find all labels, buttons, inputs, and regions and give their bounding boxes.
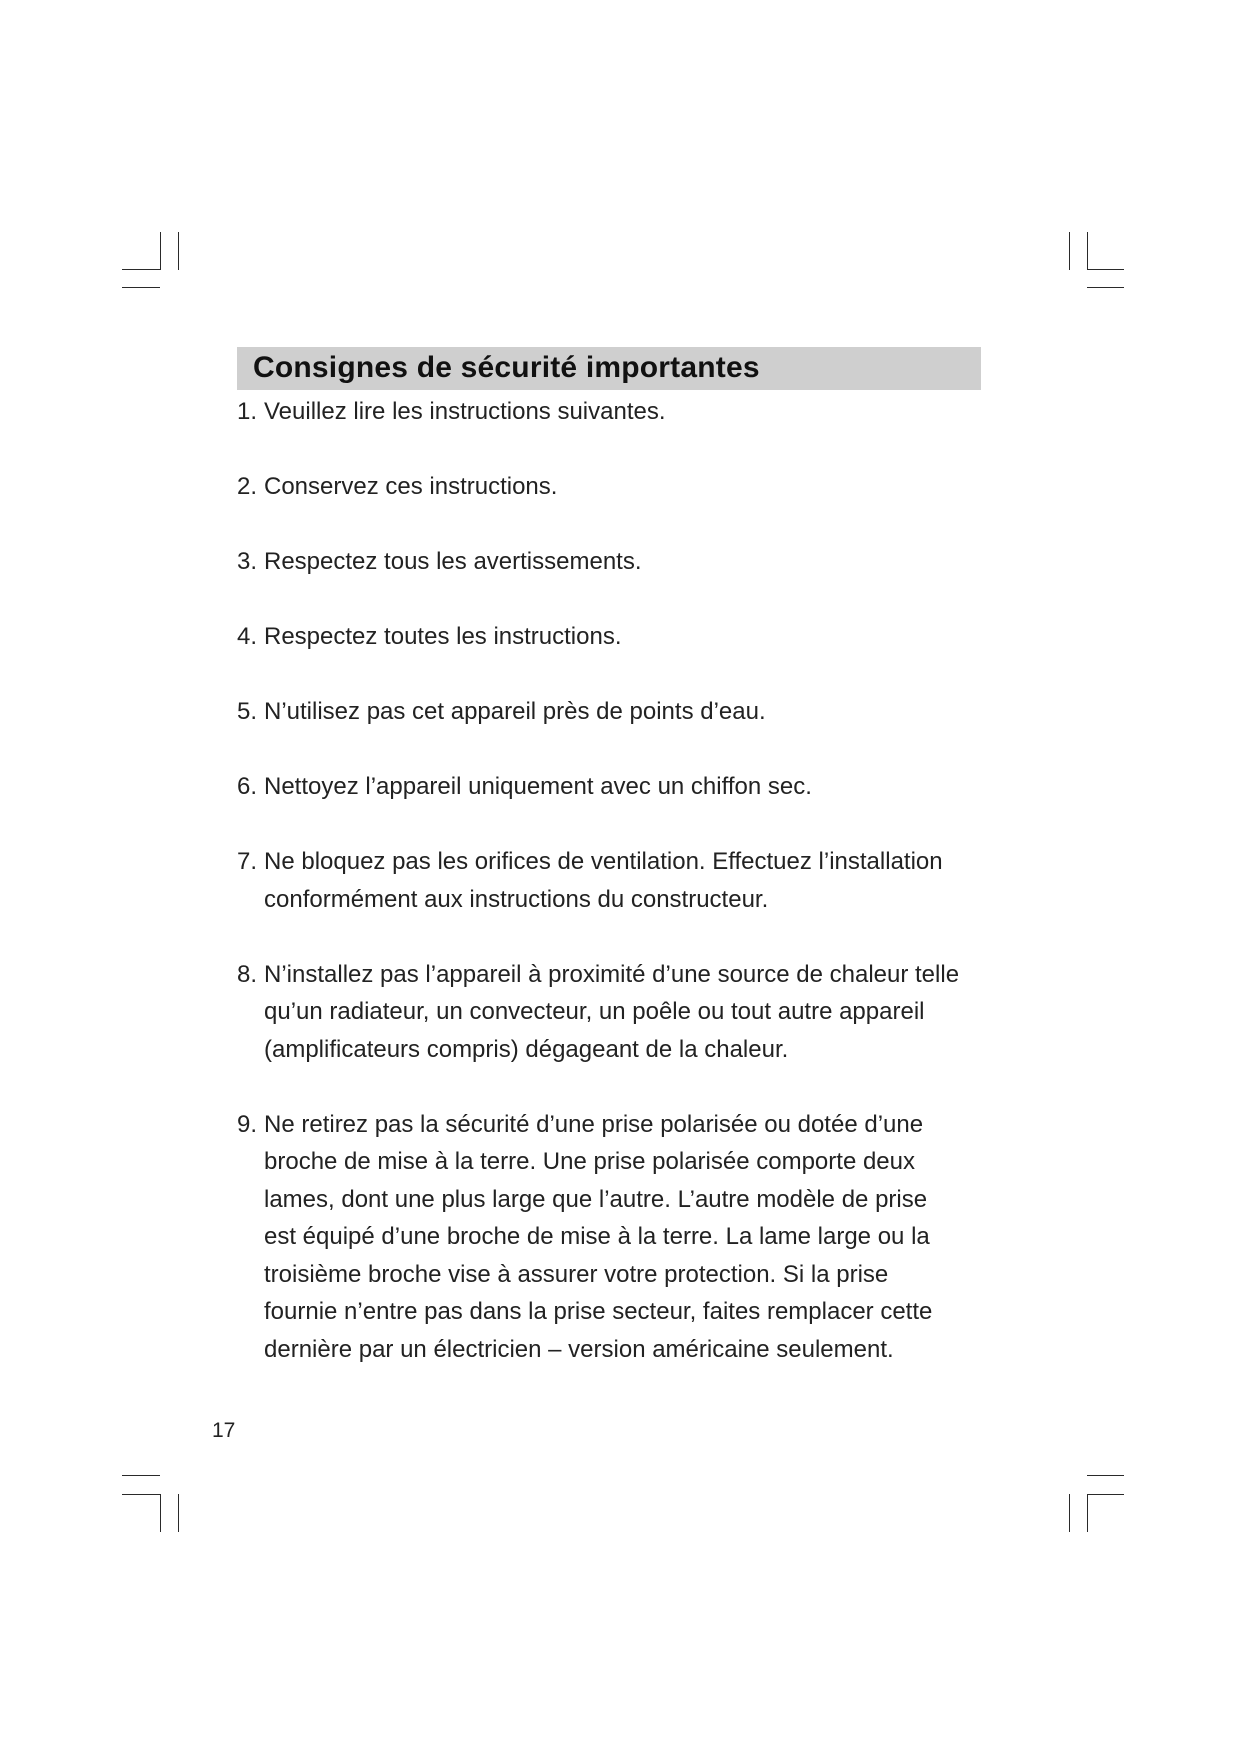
section-heading: Consignes de sécurité importantes bbox=[253, 351, 760, 384]
instruction-item bbox=[237, 393, 997, 431]
instruction-item bbox=[237, 618, 997, 656]
instruction-text: N’utilisez pas cet appareil près de points d’eau. bbox=[264, 698, 766, 725]
crop-mark-bottom-right-h2 bbox=[1087, 1494, 1124, 1495]
instruction-number: 9. bbox=[237, 1110, 258, 1138]
instruction-number: 7. bbox=[237, 848, 258, 875]
instruction-text: N’installez pas l’appareil à proximité d’une source de chaleur telle qu’un radiateur, un convecteur, un poêle ou tout autre appareil (amplificateurs compris) dégageant de la chaleur. bbox=[264, 960, 960, 1063]
crop-mark-top-left-h1 bbox=[122, 269, 160, 270]
crop-mark-bottom-left-h1 bbox=[122, 1475, 160, 1476]
crop-mark-bottom-right-v1 bbox=[1069, 1494, 1070, 1532]
instruction-text: Veuillez lire les instructions suivantes. bbox=[264, 398, 666, 425]
crop-mark-top-right-v1 bbox=[1069, 232, 1070, 270]
crop-mark-top-right-h1 bbox=[1087, 269, 1124, 270]
instruction-text: Nettoyez l’appareil uniquement avec un chiffon sec. bbox=[264, 773, 812, 800]
crop-mark-bottom-left-v2 bbox=[178, 1494, 179, 1532]
instruction-item bbox=[237, 468, 997, 506]
instruction-number: 2. bbox=[237, 473, 258, 500]
instruction-text: Respectez tous les avertissements. bbox=[264, 548, 642, 575]
instruction-item bbox=[237, 843, 997, 918]
instruction-item bbox=[237, 768, 997, 806]
crop-mark-top-left-h2 bbox=[122, 287, 160, 288]
crop-mark-top-left-v1 bbox=[160, 232, 161, 270]
page-number: 17 bbox=[212, 1419, 236, 1442]
crop-mark-bottom-left-h2 bbox=[122, 1494, 160, 1495]
crop-mark-top-right-h2 bbox=[1087, 287, 1124, 288]
instruction-item bbox=[237, 1106, 997, 1369]
crop-mark-top-right-v2 bbox=[1087, 232, 1088, 270]
instruction-item bbox=[237, 693, 997, 731]
safety-instructions-list bbox=[237, 393, 997, 1406]
instruction-item bbox=[237, 956, 997, 1069]
crop-mark-bottom-right-h1 bbox=[1087, 1475, 1124, 1476]
instruction-number: 8. bbox=[237, 960, 258, 988]
instruction-text: Ne bloquez pas les orifices de ventilation. Effectuez l’installation conformément aux instructions du constructeur. bbox=[264, 848, 943, 913]
crop-mark-bottom-left-v1 bbox=[160, 1494, 161, 1532]
instruction-number: 5. bbox=[237, 698, 258, 725]
instruction-number: 3. bbox=[237, 548, 258, 575]
crop-mark-top-left-v2 bbox=[178, 232, 179, 270]
instruction-number: 6. bbox=[237, 773, 258, 800]
instruction-number: 1. bbox=[237, 398, 258, 425]
instruction-text: Respectez toutes les instructions. bbox=[264, 623, 622, 650]
crop-mark-bottom-right-v2 bbox=[1087, 1494, 1088, 1532]
section-heading-bar bbox=[237, 347, 981, 390]
instruction-text: Ne retirez pas la sécurité d’une prise polarisée ou dotée d’une broche de mise à la terre. Une prise polarisée comporte deux lames, dont une plus large que l’autre. L’autre modèle de prise est équipé d’une broche de mise à la terre. La lame large ou la troisième broche vise à assurer votre protection. Si la prise fournie n’entre pas dans la prise secteur, faites remplacer cette dernière par un électricien – version américaine seulement. bbox=[264, 1110, 933, 1363]
instruction-item bbox=[237, 543, 997, 581]
instruction-text: Conservez ces instructions. bbox=[264, 473, 558, 500]
instruction-number: 4. bbox=[237, 623, 258, 650]
